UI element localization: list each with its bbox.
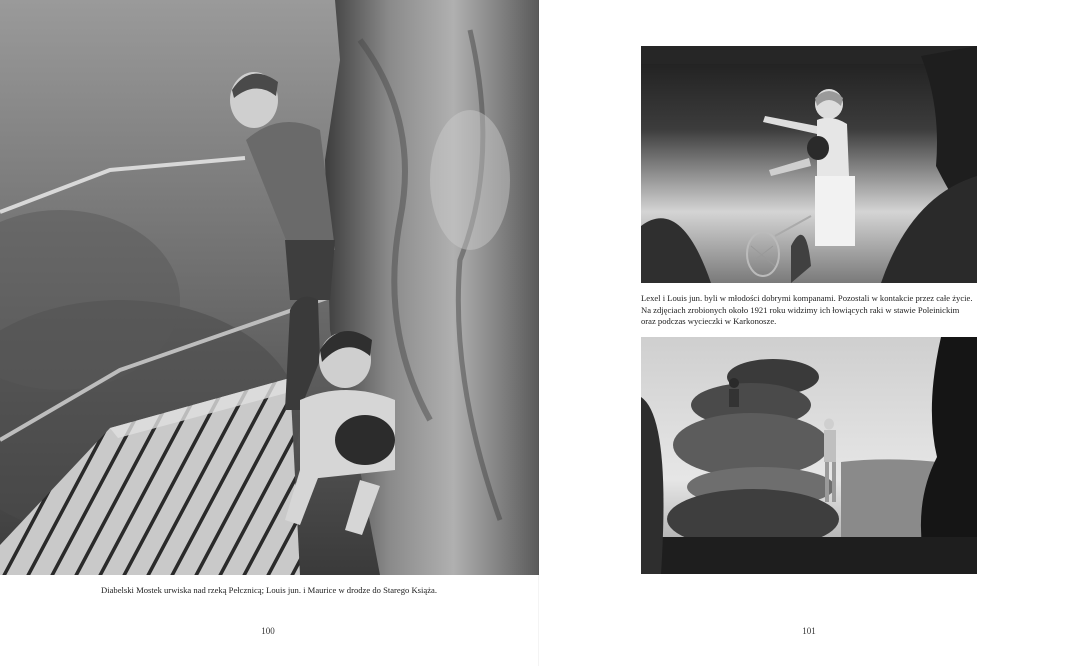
left-photo-caption: Diabelski Mostek urwiska nad rzeką Pełcznicą; Louis jun. i Maurice w drodze do Starego Książa.	[101, 585, 438, 595]
pond-crayfish-photo	[641, 46, 977, 283]
right-caption-line-1: Lexel i Louis jun. byli w młodości dobrymi kompanami. Pozostali w kontakcie przez całe życie.	[641, 293, 973, 303]
page-number-left: 100	[261, 626, 275, 636]
cliff-bridge-photo	[0, 0, 539, 575]
left-page	[0, 0, 539, 666]
right-caption-line-3: oraz podczas wycieczki w Karkonosze.	[641, 316, 777, 326]
right-page	[539, 0, 1079, 666]
right-caption-line-2: Na zdjęciach zrobionych około 1921 roku widzimy ich łowiących raki w stawie Poleinickim	[641, 304, 960, 315]
page-number-right: 101	[802, 626, 816, 636]
rock-formation-photo	[641, 337, 977, 574]
